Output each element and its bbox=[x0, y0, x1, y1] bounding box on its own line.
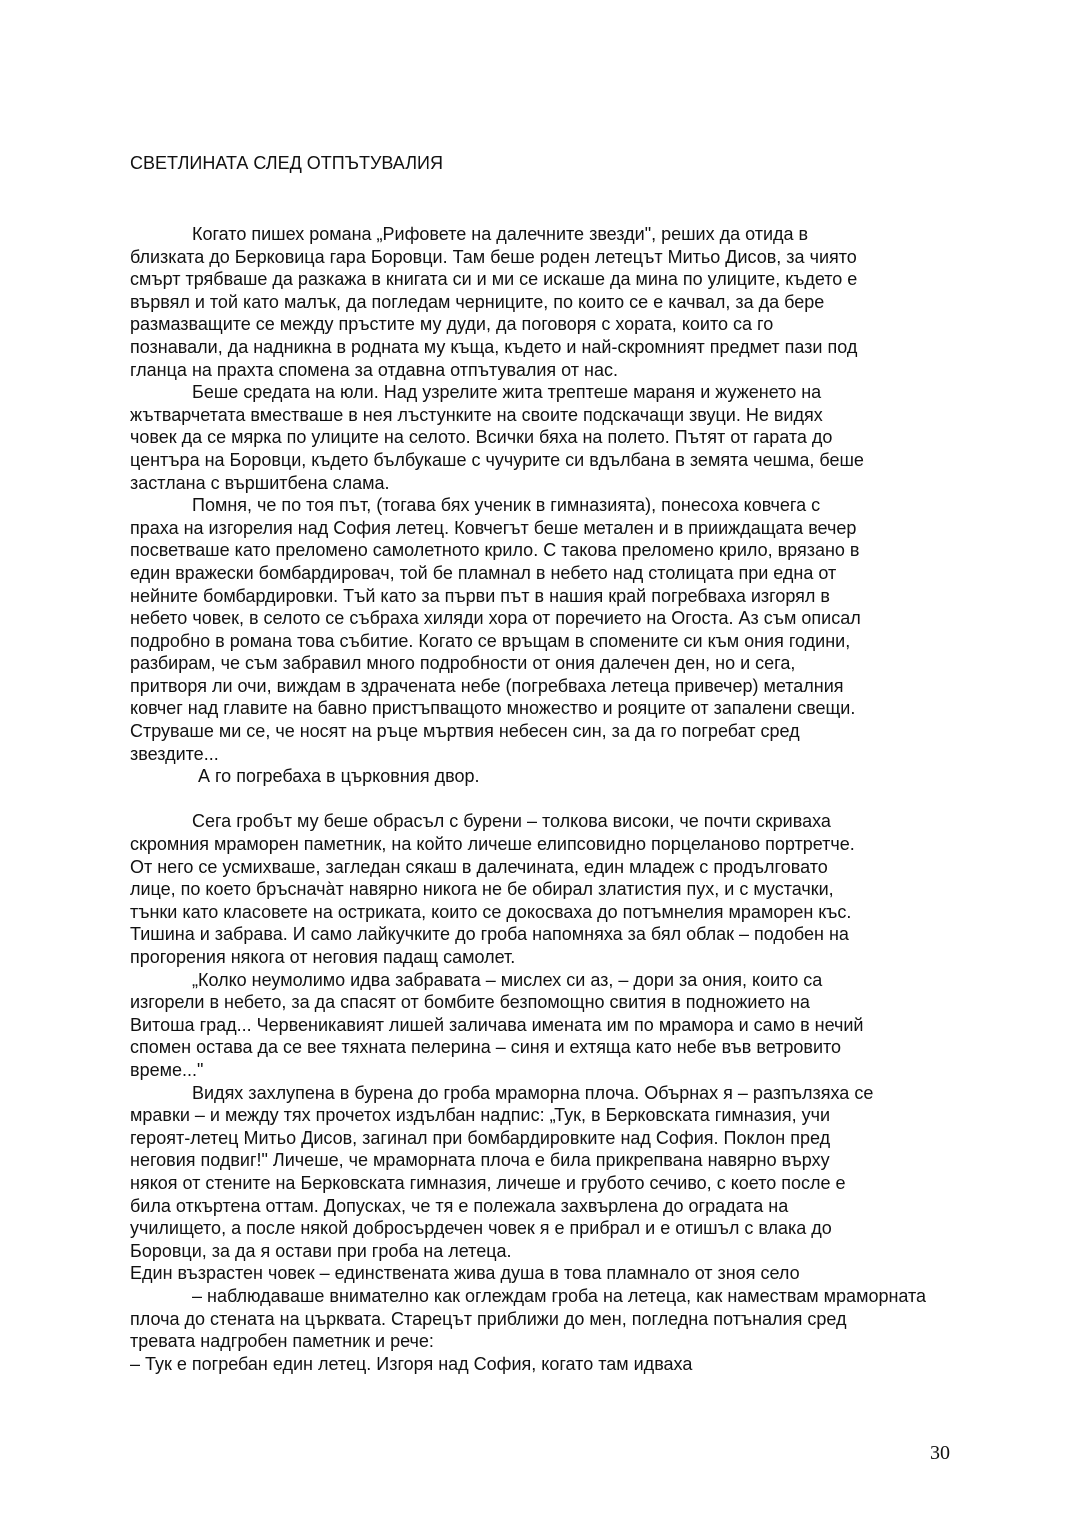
text-line: „Колко неумолимо идва забравата – мислех си аз, – дори за ония, които са bbox=[192, 969, 823, 990]
text-line: праха на изгорелия над София летец. Ковчегът беше метален и в прииждащата вечер bbox=[130, 517, 857, 538]
text-line: притворя ли очи, виждам в здрачената небе (погребваха летеца привечер) металния bbox=[130, 675, 844, 696]
text-line: някоя от стените на Берковската гимназия, личеше и грубото сечиво, с което после е bbox=[130, 1172, 846, 1193]
text-line: спомен остава да се вее тяхната пелерина – синя и ехтяща като небе във ветровито bbox=[130, 1037, 842, 1058]
text-line: време..." bbox=[130, 1059, 204, 1080]
page-number: 30 bbox=[930, 1442, 950, 1464]
text-line: смърт трябваше да разкажа в книгата си и ми се искаше да мина по улиците, където е bbox=[130, 269, 858, 290]
text-line: жътварчетата вместваше в нея лъстунките на своите подскачащи звуци. Не видях bbox=[130, 404, 823, 425]
paragraph-gap bbox=[130, 788, 960, 811]
page-title: СВЕТЛИНАТА СЛЕД ОТПЪТУВАЛИЯ bbox=[130, 153, 443, 173]
text-line: центъра на Боровци, където бълбукаше с чучурите си вдълбана в земята чешма, беше bbox=[130, 449, 864, 470]
text-line: Когато пишех романа „Рифовете на далечните звезди", реших да отида в bbox=[192, 224, 809, 244]
text-line: тревата надгробен паметник и рече: bbox=[130, 1331, 434, 1352]
body-text bbox=[130, 223, 960, 1375]
text-line: А го погребаха в църковния двор. bbox=[198, 766, 480, 787]
text-line: вървял и той като малък, да погледам черниците, по които се е качвал, за да бере bbox=[130, 291, 825, 312]
text-line: Тишина и забрава. И само лайкучките до гроба напомняха за бял облак – подобен на bbox=[130, 924, 849, 945]
text-line: Боровци, за да я остави при гроба на летеца. bbox=[130, 1240, 512, 1261]
text-line: била откъртена оттам. Допусках, че тя е полежала захвърлена до оградата на bbox=[130, 1195, 789, 1216]
text-line: изгорели в небето, за да спасят от бомбите безпомощно свития в подножието на bbox=[130, 992, 810, 1013]
text-line: небето човек, в селото се събраха хиляди хора от поречието на Огоста. Аз съм описал bbox=[130, 608, 861, 629]
text-line: ковчег над главите на бавно пристъпващото множество и рояците от запалени свещи. bbox=[130, 698, 856, 719]
text-line: Струваше ми се, че носят на ръце мъртвия небесен син, за да го погребат сред bbox=[130, 721, 800, 742]
text-line: От него се усмихваше, загледан сякаш в далечината, един младеж с продълговато bbox=[130, 856, 828, 877]
text-line: прогорения някога от неговия падащ самолет. bbox=[130, 947, 516, 967]
text-line: героят-летец Митьо Дисов, загинал при бомбардировките над София. Поклон пред bbox=[130, 1127, 831, 1148]
text-line: познавали, да надникна в родната му къща, където и най-скромният предмет пази под bbox=[130, 336, 858, 357]
text-line: – наблюдаваше внимателно как оглеждам гроба на летеца, как намествам мраморната bbox=[192, 1285, 927, 1306]
text-line: лице, по което бръснача̀т навярно никога не бе обирал златистия пух, и с мустачки, bbox=[130, 879, 834, 900]
text-line: един вражески бомбардировач, той бе пламнал в небето над столицата при една от bbox=[130, 562, 837, 583]
text-line: звездите... bbox=[130, 743, 219, 764]
text-line: застлана с вършитбена слама. bbox=[130, 472, 390, 493]
text-line: мравки – и между тях прочетох издълбан надпис: „Тук, в Берковската гимназия, учи bbox=[130, 1105, 831, 1126]
text-line: близката до Берковица гара Боровци. Там беше роден летецът Митьо Дисов, за чиято bbox=[130, 246, 857, 267]
text-line: нейните бомбардировки. Тъй като за първи път в нашия край погребваха изгорял в bbox=[130, 585, 830, 606]
text-line: училището, а после някой добросърдечен човек я е прибрал и е отишъл с влака до bbox=[130, 1218, 832, 1239]
text-line: посветваше като преломено самолетното крило. С такова преломено крило, врязано в bbox=[130, 540, 860, 561]
text-line: Витоша град... Червеникавият лишей заличава имената им по мрамора и само в нечий bbox=[130, 1014, 864, 1035]
text-line: гланца на прахта спомена за отдавна отпътувалия от нас. bbox=[130, 359, 618, 380]
text-line: неговия подвиг!" Личеше, че мраморната плоча е била прикрепвана навярно върху bbox=[130, 1150, 830, 1171]
text-line: скромния мраморен паметник, на който личеше елипсовидно порцеланово портретче. bbox=[130, 834, 855, 855]
text-line: размазващите се между пръстите му дуди, да поговоря с хората, които са го bbox=[130, 314, 774, 335]
text-line: човек да се мярка по улиците на селото. Всички бяха на полето. Пътят от гарата до bbox=[130, 427, 833, 448]
text-line: Сега гробът му беше обрасъл с бурени – толкова високи, че почти скриваха bbox=[192, 811, 831, 832]
text-line: Беше средата на юли. Над узрелите жита трептеше мараня и жуженето на bbox=[192, 382, 822, 403]
text-line: Видях захлупена в бурена до гроба мраморна плоча. Обърнах я – разпълзяха се bbox=[192, 1082, 874, 1103]
text-line: – Тук е погребан един летец. Изгоря над София, когато там идваха bbox=[130, 1353, 693, 1374]
text-line: подробно в романа това събитие. Когато се връщам в спомените си към ония години, bbox=[130, 630, 851, 651]
text-line: тънки като класовете на остриката, които се докосваха до потъмнелия мраморен къс. bbox=[130, 901, 852, 922]
text-line: Помня, че по тоя път, (тогава бях ученик в гимназията), понесоха ковчега с bbox=[192, 495, 821, 516]
text-line: разбирам, че съм забравил много подробности от ония далечен ден, но и сега, bbox=[130, 653, 796, 674]
text-line: плоча до стената на църквата. Старецът приближи до мен, погледна потъналия сред bbox=[130, 1308, 847, 1329]
text-line: Един възрастен човек – единствената жива душа в това пламнало от зноя село bbox=[130, 1263, 800, 1284]
